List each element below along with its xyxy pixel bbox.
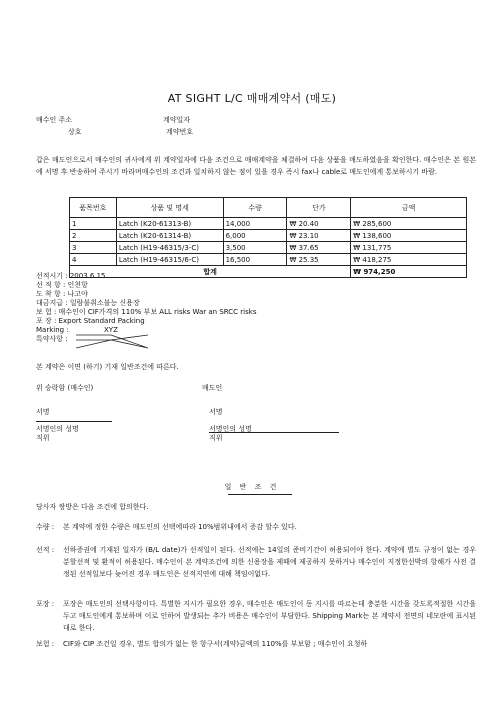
cell-item-no: 2: [70, 230, 117, 242]
clause-body: 포장은 매도인의 선택사항이다. 특별한 지시가 필요한 경우, 매수인은 매도인이 동 지시를 따르는데 충분한 시간을 갖도록적절한 시간을 두고 매도인에게 통보하며 이로 인하여 발생되는 추가 비용은 매수인이 부담한다. Shipping Mark는 본 계약서 전면의 네모란에 표시된 대로 한다.: [63, 600, 476, 632]
col-header-amount: 금액: [351, 198, 467, 218]
term-port-arrival: 도 착 항 : 나고야: [36, 290, 88, 298]
general-conditions-title: 일 반 조 건: [224, 483, 280, 491]
cell-unit-price: ₩ 20.40: [287, 218, 351, 230]
buyer-ack-label: 위 승락함 (매수인): [36, 384, 94, 392]
cell-unit-price: ₩ 37.65: [287, 242, 351, 254]
term-shipping-date: 선적시기 : 2003.6.15: [36, 272, 106, 280]
sign-left-label: 서명: [36, 408, 50, 416]
table-row: [70, 242, 467, 254]
table-row: [70, 230, 467, 242]
name-right-line: [209, 432, 339, 433]
cell-item-no: 3: [70, 242, 117, 254]
contract-date-label: 계약일자: [163, 116, 191, 124]
cell-item-no: 4: [70, 254, 117, 266]
sign-right-label: 서명: [209, 408, 223, 416]
cell-quantity: 16,500: [223, 254, 287, 266]
cell-description: Latch (K20-61313-B): [116, 218, 223, 230]
document-title: AT SIGHT L/C 매매계약서 (매도): [167, 92, 337, 105]
term-marking-value: XYZ: [104, 326, 118, 334]
table-row: [70, 218, 467, 230]
col-header-quantity: 수량: [223, 198, 287, 218]
seller-label: 매도인: [202, 384, 223, 392]
clause-head: 보험 :: [36, 640, 55, 648]
clause-head: 수량 :: [36, 523, 55, 531]
col-header-item-no: 품목번호: [70, 198, 117, 218]
cell-unit-price: ₩ 23.10: [287, 230, 351, 242]
sign-left-line: [36, 421, 112, 422]
intro-paragraph: 갑은 매도인으로서 매수인의 귀사에게 위 계약일자에 다음 조건으로 매매계약을 체결하여 다음 상품을 매도하였음을 확인한다. 매수인은 본 원본에 서명 후 반송하여 주시기 바라며매수인의 조건과 일치하지 않는 점이 있을 경우 즉시 fax나 cable로 매도인에게 통보하시기 바람.: [36, 156, 476, 176]
term-insurance: 보 험 : 매수인이 CIF가격의 110% 부보 ALL risks War an SRCC risks: [36, 308, 257, 316]
cell-amount: ₩ 418,275: [351, 254, 467, 266]
cell-quantity: 14,000: [223, 218, 287, 230]
clause-insurance: [36, 638, 476, 650]
term-special: 특약사항 :: [36, 335, 68, 343]
table-total-row: [70, 266, 467, 278]
cell-unit-price: ₩ 25.35: [287, 254, 351, 266]
col-header-description: 상품 및 명세: [116, 198, 223, 218]
shipping-mark-box: [76, 326, 148, 352]
cell-amount: ₩ 285,600: [351, 218, 467, 230]
general-title-underline: [228, 494, 292, 495]
clause-packing: [36, 598, 476, 634]
total-value: ₩ 974,250: [351, 266, 467, 278]
name-right-label: 서명인의 성명: [209, 425, 252, 433]
clause-body: 선하증권에 기재된 일자가 (B/L date)가 선적일이 된다. 선적에는 14일의 준비기간이 허용되어야 한다. 계약에 별도 규정이 없는 경우 분할선적 및 환적이 허용된다. 매수인이 본 계약조건에 의한 신용장을 제때에 제공하지 못하거나 매수인이 지정한선박의 항해가 사전 결정된 선적일보다 늦어진 경우 매도인은 선적지연에 대해 책임이없다.: [63, 546, 476, 578]
items-table: [69, 197, 467, 278]
total-label: 합계: [70, 266, 351, 278]
general-lead: 당사자 쌍방은 다음 조건에 합의한다.: [36, 503, 149, 511]
company-label: 상호: [68, 128, 82, 136]
contract-no-label: 계약번호: [166, 128, 194, 136]
cell-amount: ₩ 131,775: [351, 242, 467, 254]
cell-description: Latch (K20-61314-B): [116, 230, 223, 242]
cell-quantity: 3,500: [223, 242, 287, 254]
term-packing: 포 장 : Export Standard Packing: [36, 317, 145, 325]
cell-description: Latch (H19-46315/6-C): [116, 254, 223, 266]
clause-shipment: [36, 544, 476, 580]
term-marking-label: Marking :: [36, 326, 69, 334]
clause-quantity: [36, 521, 476, 533]
clause-body: CIF와 CIP 조건일 경우, 별도 합의가 없는 한 항구서(계약)금액의 110%를 부보함 ; 매수인이 요청하: [63, 640, 368, 648]
table-row: [70, 254, 467, 266]
col-header-unit-price: 단가: [287, 198, 351, 218]
table-header-row: [70, 198, 467, 218]
title-right-label: 직위: [209, 434, 223, 442]
clause-body: 본 계약에 정한 수량은 매도인의 선택에따라 10%범위내에서 증감 할수 있다.: [63, 523, 297, 531]
clause-head: 포장 :: [36, 600, 55, 608]
cell-item-no: 1: [70, 218, 117, 230]
buyer-address-label: 매수인 주소: [36, 116, 73, 124]
clause-head: 선적 :: [36, 546, 55, 554]
name-left-label: 서명인의 성명: [36, 425, 79, 433]
term-payment: 대금지급 : 일람불취소불능 신용장: [36, 299, 140, 307]
cell-quantity: 6,000: [223, 230, 287, 242]
title-left-label: 직위: [36, 434, 50, 442]
cell-description: Latch (H19-46315/3-C): [116, 242, 223, 254]
cell-amount: ₩ 138,600: [351, 230, 467, 242]
term-port-loading: 선 적 항 : 인천항: [36, 281, 88, 289]
agreement-line: 본 계약은 이면 (하기) 기재 일반조건에 따른다.: [36, 363, 179, 371]
